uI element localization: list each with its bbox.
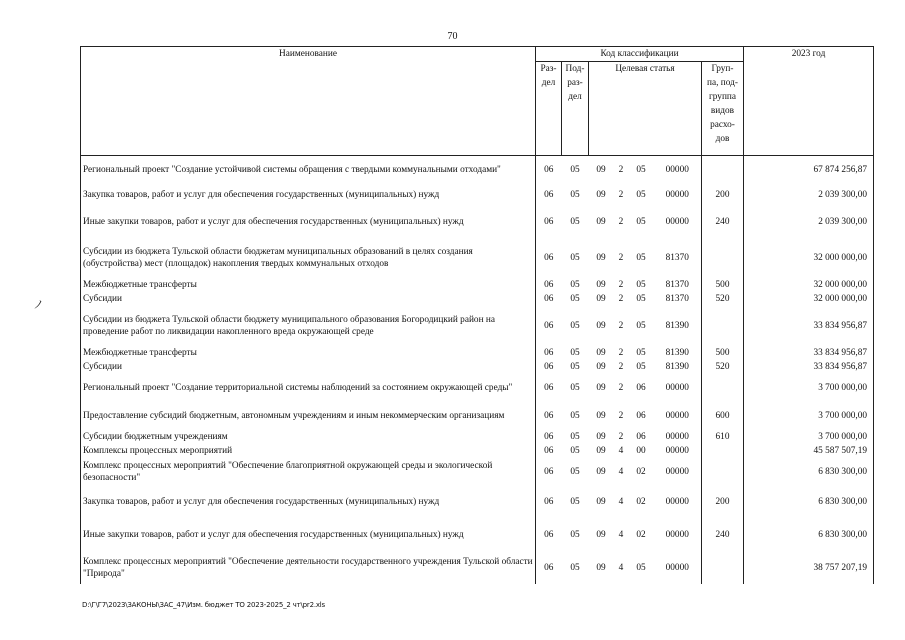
cell-name: Комплекс процессных мероприятий "Обеспечение благоприятной окружающей среды и экологической безопасности": [81, 458, 536, 486]
cell-t1: 09: [596, 496, 606, 507]
cell-name: Субсидии бюджетным учреждениям: [81, 430, 536, 444]
cell-name: Региональный проект "Создание территориальной системы наблюдений за состоянием окружающей среды": [81, 374, 536, 402]
cell-t1: 09: [596, 347, 606, 358]
cell-g: [702, 156, 744, 184]
table-row: [81, 292, 874, 306]
cell-t1: 09: [596, 445, 606, 456]
cell-t4: 81390: [654, 346, 702, 360]
table-row: [81, 184, 874, 206]
cell-t3: 05: [636, 279, 646, 290]
cell-g: [702, 458, 744, 486]
cell-g: [702, 238, 744, 278]
table-row: [81, 156, 874, 184]
cell-t2: 2: [618, 189, 624, 200]
table-row: [81, 458, 874, 486]
cell-g: [702, 374, 744, 402]
cell-t1: 09: [596, 382, 606, 393]
cell-p: 05: [570, 279, 580, 290]
header-classification: Код классификации: [536, 47, 744, 62]
cell-t2: 2: [618, 164, 624, 175]
cell-p: 05: [570, 216, 580, 227]
cell-name: Субсидии: [81, 292, 536, 306]
table-row: [81, 360, 874, 374]
cell-sum: 3 700 000,00: [744, 430, 874, 444]
cell-p: 05: [570, 431, 580, 442]
cell-r: 06: [536, 238, 562, 278]
cell-t2: 4: [618, 562, 624, 573]
cell-p: 05: [570, 164, 580, 175]
cell-r: 06: [536, 306, 562, 346]
cell-name: Межбюджетные трансферты: [81, 278, 536, 292]
table-row: [81, 430, 874, 444]
cell-t2: 2: [618, 252, 624, 263]
header-razdel: [536, 62, 562, 156]
cell-p: 05: [570, 445, 580, 456]
cell-r: 06: [536, 346, 562, 360]
cell-t1: 09: [596, 410, 606, 421]
cell-sum: 33 834 956,87: [744, 346, 874, 360]
cell-p: 05: [570, 361, 580, 372]
cell-t1: 09: [596, 293, 606, 304]
cell-p: 05: [570, 562, 580, 573]
cell-t3: 00: [636, 445, 646, 456]
table-row: [81, 552, 874, 584]
header-razdel-text: Раз- дел: [540, 64, 557, 88]
cell-sum: 33 834 956,87: [744, 306, 874, 346]
cell-t3: 05: [636, 293, 646, 304]
cell-r: 06: [536, 552, 562, 584]
cell-r: 06: [536, 360, 562, 374]
cell-r: 06: [536, 430, 562, 444]
cell-p: 05: [570, 529, 580, 540]
cell-name: Межбюджетные трансферты: [81, 346, 536, 360]
cell-t2: 2: [618, 382, 624, 393]
cell-t4: 00000: [654, 430, 702, 444]
cell-name: Субсидии из бюджета Тульской области бюджету муниципального образования Богородицкий район на проведение работ по ликвидации накопленного вреда окружающей среде: [81, 306, 536, 346]
cell-r: 06: [536, 184, 562, 206]
header-name: Наименование: [81, 47, 536, 156]
header-podrazdel-text: Под- раз- дел: [565, 64, 585, 102]
cell-g: [702, 444, 744, 458]
cell-p: 05: [570, 347, 580, 358]
cell-t3: 02: [636, 496, 646, 507]
cell-name: Субсидии: [81, 360, 536, 374]
cell-t2: 2: [618, 279, 624, 290]
cell-r: 06: [536, 458, 562, 486]
cell-t4: 00000: [654, 486, 702, 518]
cell-t1: 09: [596, 189, 606, 200]
cell-g: [702, 306, 744, 346]
cell-t4: 00000: [654, 458, 702, 486]
cell-t3: 02: [636, 466, 646, 477]
cell-t3: 05: [636, 347, 646, 358]
cell-g: 520: [702, 360, 744, 374]
cell-t3: 02: [636, 529, 646, 540]
cell-g: 200: [702, 486, 744, 518]
cell-g: 520: [702, 292, 744, 306]
cell-t1: 09: [596, 361, 606, 372]
cell-name: Региональный проект "Создание устойчивой системы обращения с твердыми коммунальными отходами": [81, 156, 536, 184]
cell-r: 06: [536, 486, 562, 518]
header-year: 2023 год: [744, 47, 874, 156]
cell-p: 05: [570, 410, 580, 421]
cell-t4: 00000: [654, 444, 702, 458]
cell-t1: 09: [596, 320, 606, 331]
cell-sum: 33 834 956,87: [744, 360, 874, 374]
cell-sum: 6 830 300,00: [744, 518, 874, 552]
cell-t4: 81370: [654, 278, 702, 292]
cell-t3: 05: [636, 252, 646, 263]
cell-sum: 67 874 256,87: [744, 156, 874, 184]
cell-sum: 32 000 000,00: [744, 238, 874, 278]
cell-g: 240: [702, 206, 744, 238]
cell-r: 06: [536, 292, 562, 306]
cell-t2: 2: [618, 431, 624, 442]
table-row: [81, 346, 874, 360]
cell-t2: 4: [618, 445, 624, 456]
cell-t2: 2: [618, 216, 624, 227]
header-target: Целевая статья: [589, 62, 702, 156]
cell-t3: 05: [636, 562, 646, 573]
cell-sum: 2 039 300,00: [744, 184, 874, 206]
cell-name: Субсидии из бюджета Тульской области бюджетам муниципальных образований в целях создания (обустройства) мест (площадок) накопления твердых коммунальных отходов: [81, 238, 536, 278]
cell-t3: 06: [636, 431, 646, 442]
cell-r: 06: [536, 444, 562, 458]
cell-sum: 45 587 507,19: [744, 444, 874, 458]
cell-t3: 06: [636, 382, 646, 393]
cell-g: 500: [702, 346, 744, 360]
cell-name: Закупка товаров, работ и услуг для обеспечения государственных (муниципальных) нужд: [81, 486, 536, 518]
margin-mark: ノ: [33, 299, 44, 311]
cell-t4: 00000: [654, 156, 702, 184]
cell-sum: 2 039 300,00: [744, 206, 874, 238]
table-row: [81, 402, 874, 430]
budget-table: [80, 46, 874, 584]
cell-t4: 00000: [654, 518, 702, 552]
cell-name: Иные закупки товаров, работ и услуг для обеспечения государственных (муниципальных) нужд: [81, 518, 536, 552]
table-row: [81, 238, 874, 278]
cell-g: 610: [702, 430, 744, 444]
table-row: [81, 206, 874, 238]
cell-sum: 32 000 000,00: [744, 292, 874, 306]
cell-t1: 09: [596, 252, 606, 263]
cell-t4: 00000: [654, 552, 702, 584]
cell-r: 06: [536, 278, 562, 292]
cell-t4: 00000: [654, 206, 702, 238]
cell-t1: 09: [596, 431, 606, 442]
cell-t4: 81370: [654, 292, 702, 306]
cell-t4: 81390: [654, 360, 702, 374]
cell-t4: 81390: [654, 306, 702, 346]
cell-t1: 09: [596, 466, 606, 477]
cell-t3: 05: [636, 320, 646, 331]
cell-t4: 00000: [654, 184, 702, 206]
cell-t3: 06: [636, 410, 646, 421]
cell-t2: 2: [618, 293, 624, 304]
table-header: [81, 47, 874, 156]
cell-sum: 3 700 000,00: [744, 402, 874, 430]
cell-t4: 00000: [654, 374, 702, 402]
cell-r: 06: [536, 156, 562, 184]
table-row: [81, 444, 874, 458]
cell-t3: 05: [636, 164, 646, 175]
header-group: [702, 62, 744, 156]
cell-g: 600: [702, 402, 744, 430]
table-row: [81, 374, 874, 402]
header-podrazdel: [562, 62, 589, 156]
cell-sum: 6 830 300,00: [744, 486, 874, 518]
table-body: [81, 156, 874, 584]
cell-g: 240: [702, 518, 744, 552]
cell-t2: 2: [618, 361, 624, 372]
cell-p: 05: [570, 252, 580, 263]
footer-file-path: D:\Г\Г7\2023\ЗАКОНЫ\ЗАС_47\Изм. бюджет ТО 2023-2025_2 чт\pr2.xls: [82, 601, 325, 609]
table-row: [81, 278, 874, 292]
cell-p: 05: [570, 466, 580, 477]
cell-t3: 05: [636, 361, 646, 372]
budget-table-wrapper: [80, 46, 873, 584]
cell-g: [702, 552, 744, 584]
table-row: [81, 306, 874, 346]
table-row: [81, 486, 874, 518]
cell-r: 06: [536, 374, 562, 402]
cell-t2: 2: [618, 347, 624, 358]
cell-sum: 3 700 000,00: [744, 374, 874, 402]
cell-name: Предоставление субсидий бюджетным, автономным учреждениям и иным некоммерческим организациям: [81, 402, 536, 430]
cell-name: Комплекс процессных мероприятий "Обеспечение деятельности государственного учреждения Тульской области "Природа": [81, 552, 536, 584]
cell-name: Иные закупки товаров, работ и услуг для обеспечения государственных (муниципальных) нужд: [81, 206, 536, 238]
cell-t4: 00000: [654, 402, 702, 430]
cell-p: 05: [570, 189, 580, 200]
table-row: [81, 518, 874, 552]
cell-sum: 32 000 000,00: [744, 278, 874, 292]
cell-t1: 09: [596, 164, 606, 175]
cell-t3: 05: [636, 189, 646, 200]
header-group-text: Груп- па, под- группа видов расхо- дов: [707, 64, 738, 144]
cell-t2: 4: [618, 529, 624, 540]
cell-g: 200: [702, 184, 744, 206]
page-number: 70: [447, 31, 458, 42]
cell-sum: 6 830 300,00: [744, 458, 874, 486]
cell-p: 05: [570, 293, 580, 304]
cell-r: 06: [536, 402, 562, 430]
cell-t3: 05: [636, 216, 646, 227]
cell-name: Комплексы процессных мероприятий: [81, 444, 536, 458]
cell-sum: 38 757 207,19: [744, 552, 874, 584]
cell-t1: 09: [596, 529, 606, 540]
cell-t1: 09: [596, 562, 606, 573]
cell-r: 06: [536, 206, 562, 238]
cell-t2: 4: [618, 466, 624, 477]
cell-t2: 2: [618, 410, 624, 421]
cell-g: 500: [702, 278, 744, 292]
cell-t1: 09: [596, 216, 606, 227]
cell-t4: 81370: [654, 238, 702, 278]
cell-p: 05: [570, 320, 580, 331]
cell-t2: 2: [618, 320, 624, 331]
cell-t1: 09: [596, 279, 606, 290]
cell-r: 06: [536, 518, 562, 552]
cell-p: 05: [570, 496, 580, 507]
cell-t2: 4: [618, 496, 624, 507]
cell-p: 05: [570, 382, 580, 393]
cell-name: Закупка товаров, работ и услуг для обеспечения государственных (муниципальных) нужд: [81, 184, 536, 206]
